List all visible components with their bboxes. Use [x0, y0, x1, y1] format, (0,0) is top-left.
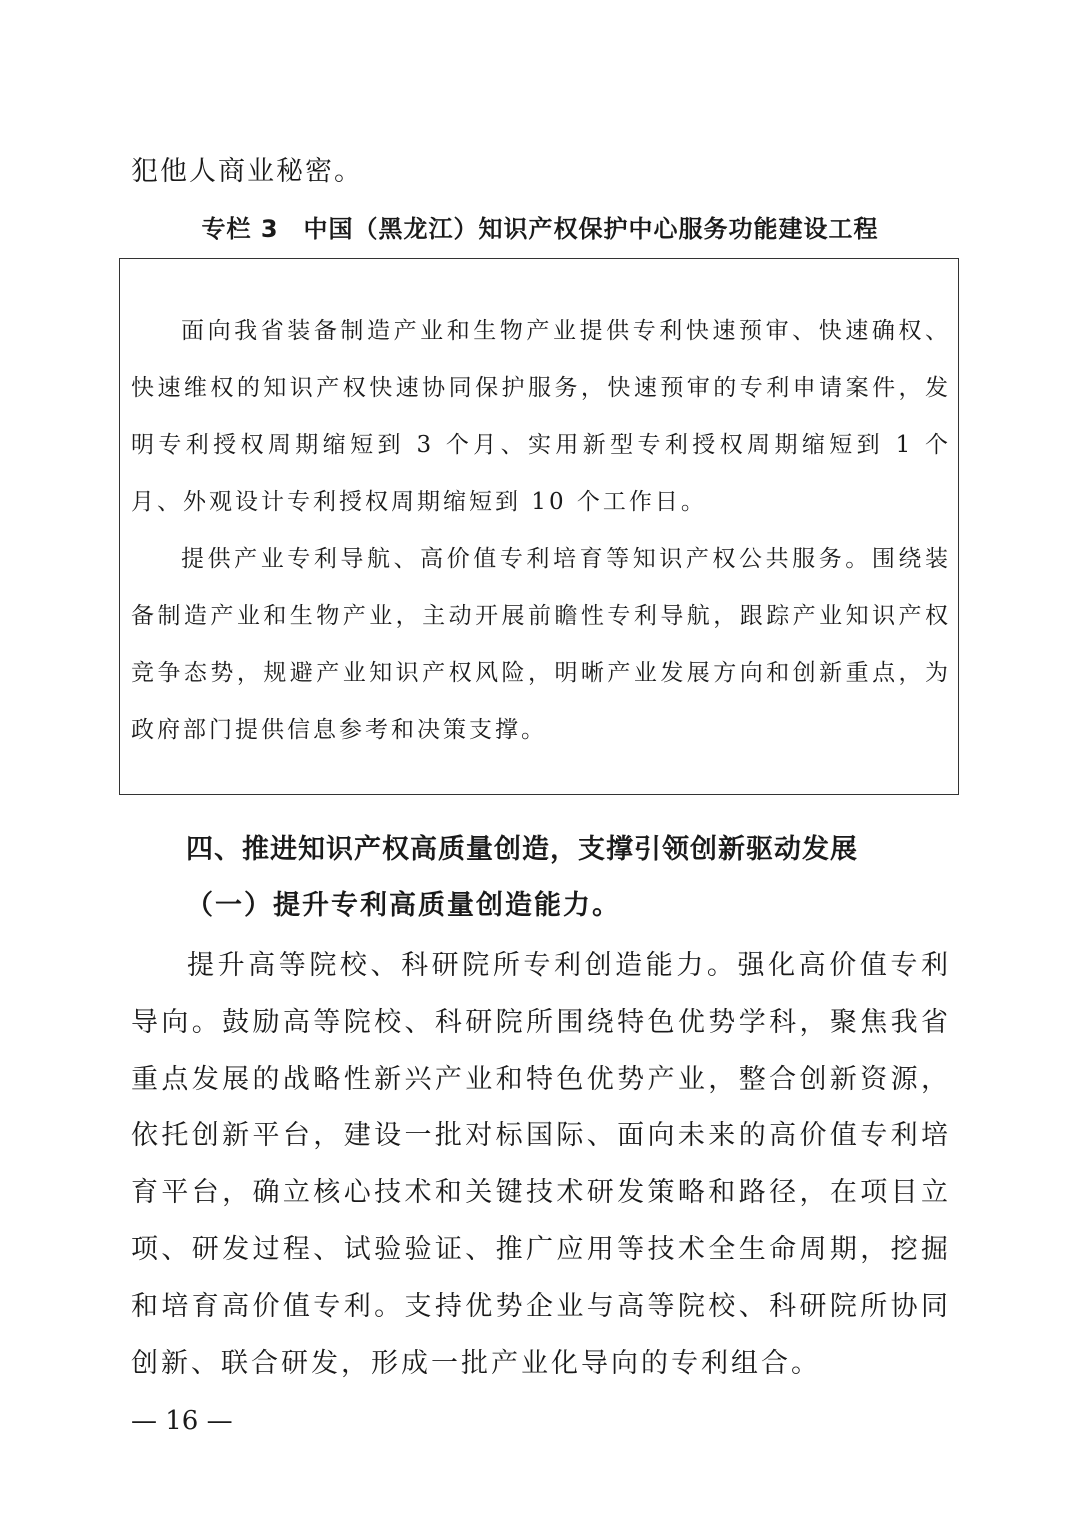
body-paragraph: 提升高等院校、科研院所专利创造能力。强化高价值专利导向。鼓励高等院校、科研院所围绕特色优势学科，聚焦我省重点发展的战略性新兴产业和特色优势产业，整合创新资源，依托创新平台，建设一批对标国际、面向未来的高价值专利培育平台，确立核心技术和关键技术研发策略和路径，在项目立项、研发过程、试验验证、推广应用等技术全生命周期，挖掘和培育高价值专利。支持优势企业与高等院校、科研院所协同创新、联合研发，形成一批产业化导向的专利组合。: [131, 950, 951, 1379]
section-heading: 四、推进知识产权高质量创造，支撑引领创新驱动发展: [186, 834, 858, 865]
box-paragraph-1: 面向我省装备制造产业和生物产业提供专利快速预审、快速确权、快速维权的知识产权快速协同保护服务，快速预审的专利申请案件，发明专利授权周期缩短到 3 个月、实用新型专利授权周期缩短到 1 个月、外观设计专利授权周期缩短到 10 个工作日。: [131, 318, 951, 515]
box-title: 专栏 3 中国（黑龙江）知识产权保护中心服务功能建设工程: [201, 215, 879, 243]
carryover-text: 犯他人商业秘密。: [131, 156, 363, 187]
box-paragraph-2: 提供产业专利导航、高价值专利培育等知识产权公共服务。围绕装备制造产业和生物产业，主动开展前瞻性专利导航，跟踪产业知识产权竞争态势，规避产业知识产权风险，明晰产业发展方向和创新重点，为政府部门提供信息参考和决策支撑。: [131, 546, 951, 743]
subsection-heading: （一）提升专利高质量创造能力。: [186, 890, 621, 921]
page-number: — 16 —: [131, 1406, 233, 1436]
feature-box: [119, 258, 959, 795]
